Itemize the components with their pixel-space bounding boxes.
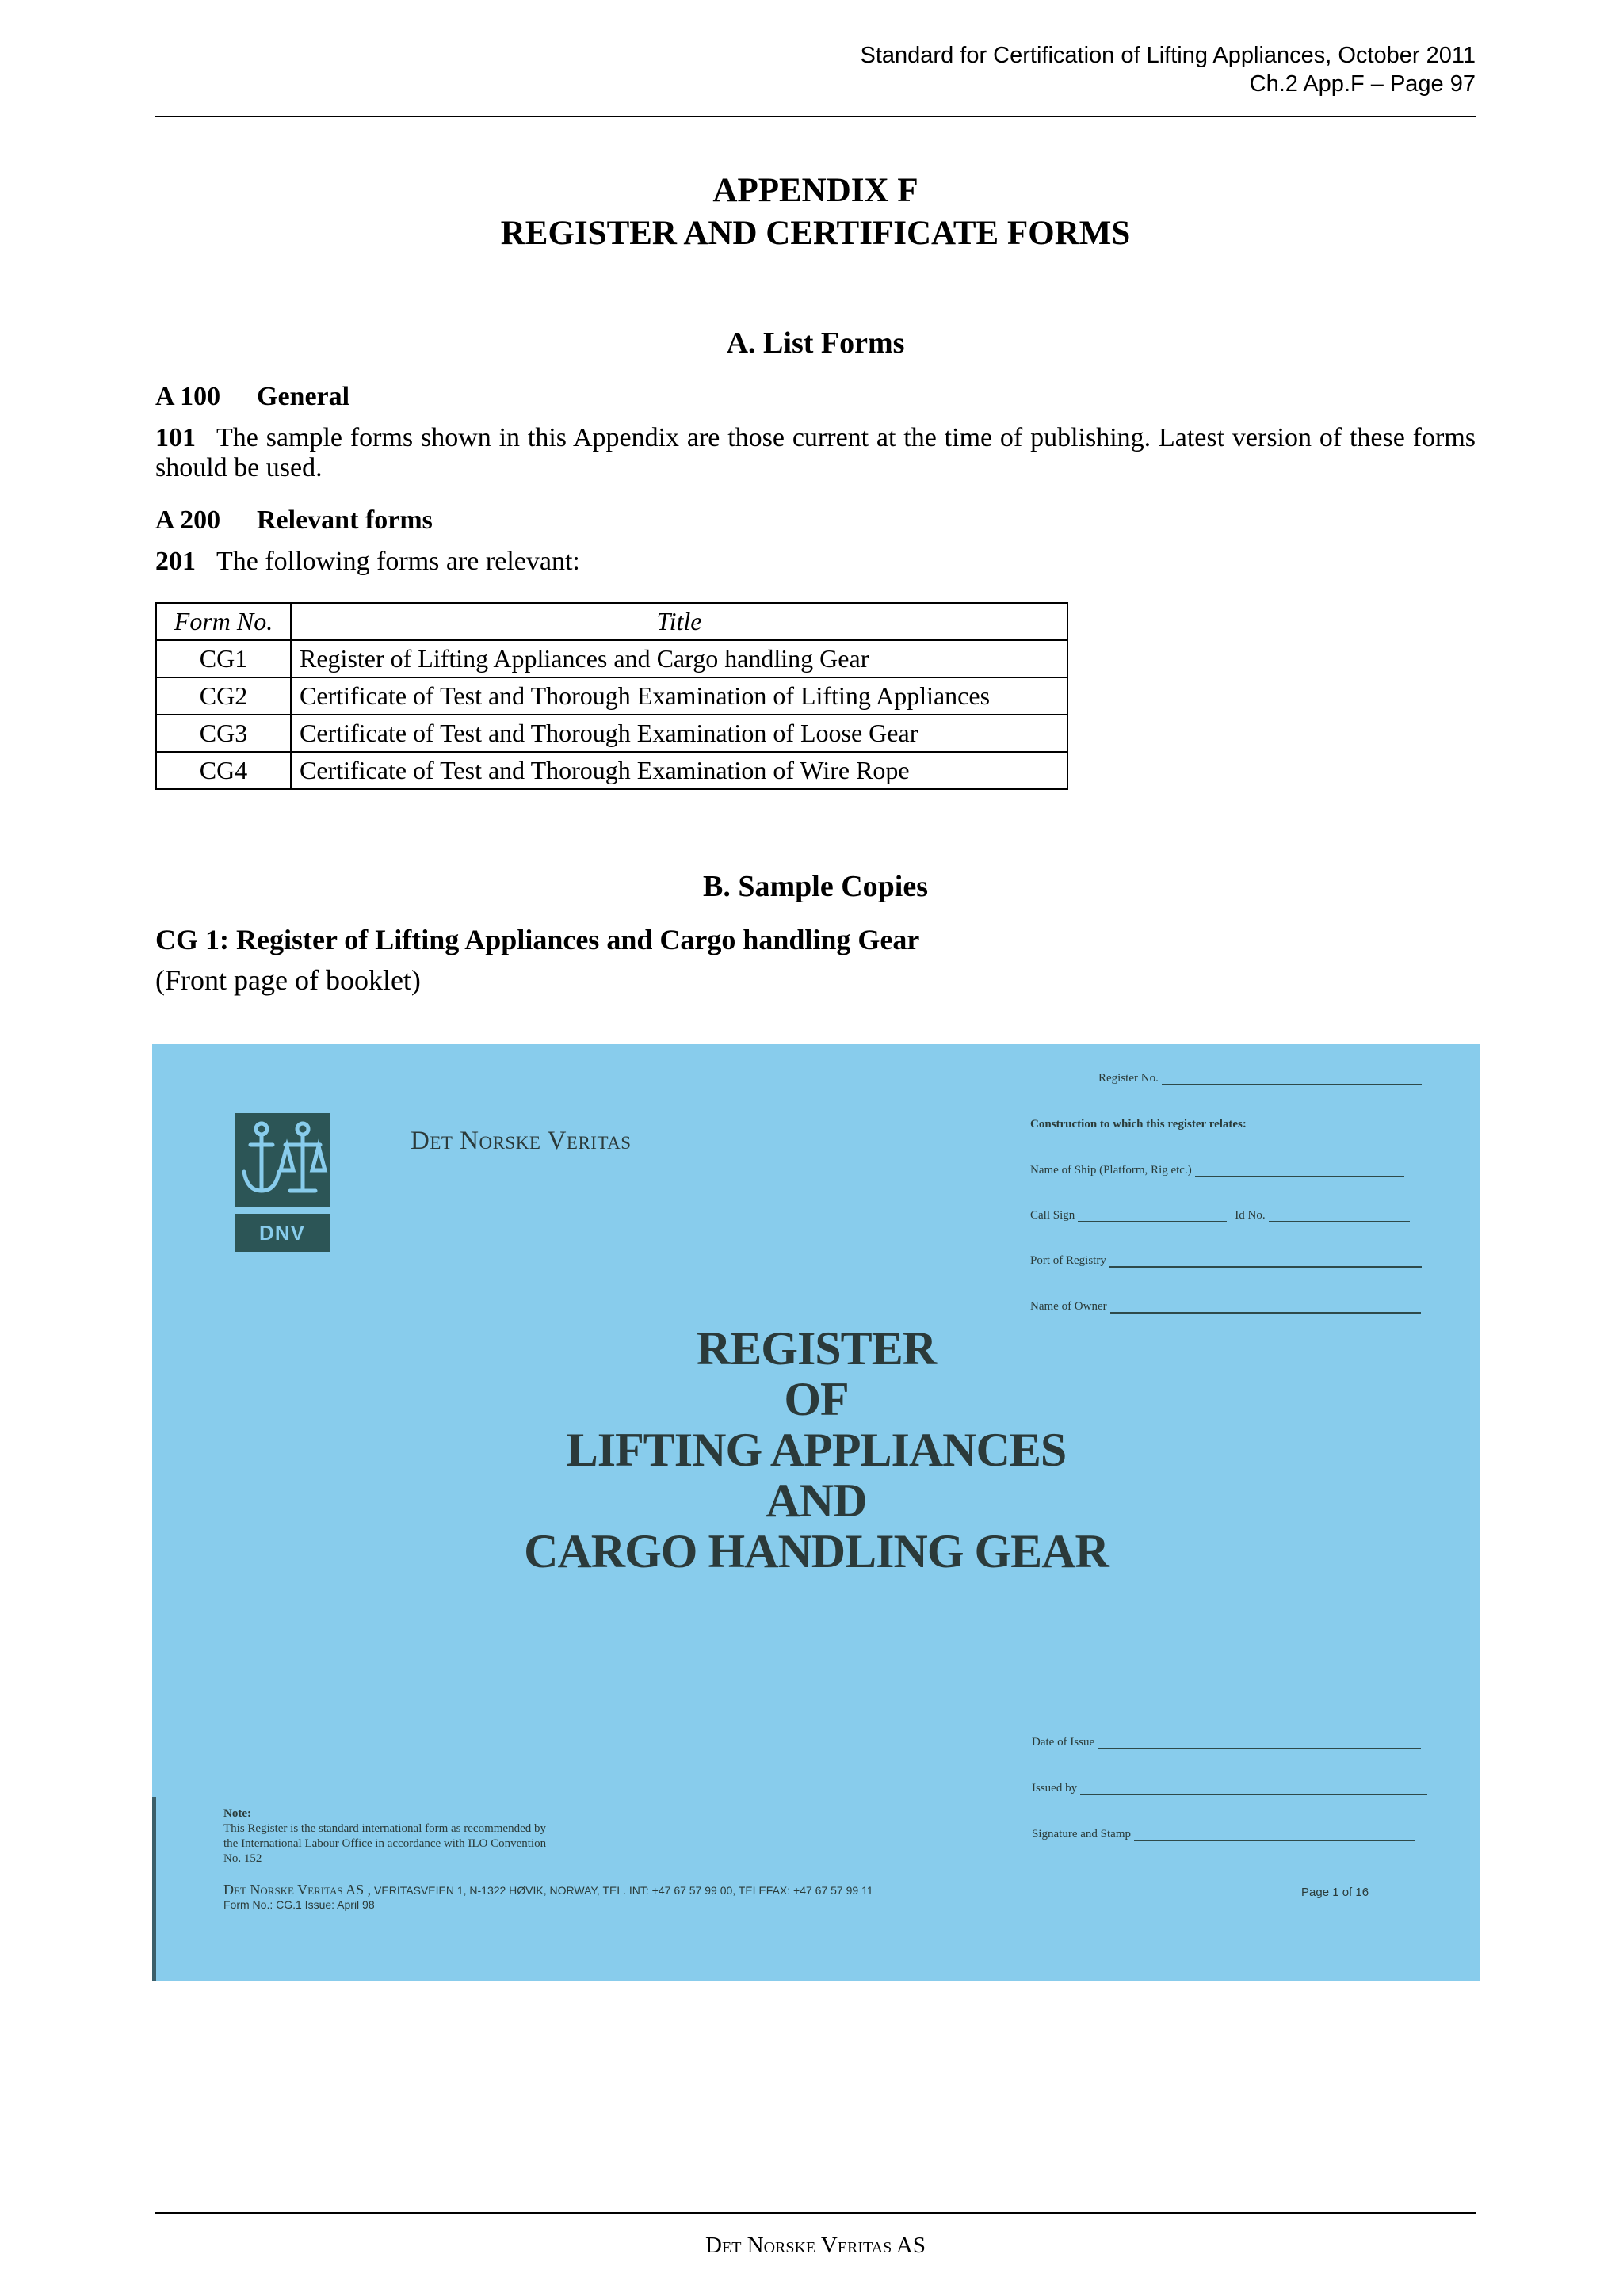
forms-table	[155, 602, 1068, 790]
section-a-heading: A. List Forms	[726, 326, 905, 360]
cover-title-line: LIFTING APPLIANCES	[566, 1424, 1067, 1476]
figure-caption: CG 1: Register of Lifting Appliances and Cargo handling Gear	[155, 924, 920, 955]
cover-form-number: Form No.: CG.1 Issue: April 98	[223, 1898, 375, 1911]
table-cell-title: Certificate of Test and Thorough Examination of Lifting Appliances	[291, 677, 1067, 715]
subsection-a200-label: Relevant forms	[257, 505, 433, 535]
call-sign-field	[1030, 1208, 1410, 1222]
cover-title-line: CARGO HANDLING GEAR	[524, 1525, 1109, 1577]
subsection-a200-number: A 200	[155, 505, 221, 535]
cover-address-block	[223, 1882, 873, 1912]
paragraph-201-number: 201	[155, 547, 196, 576]
cover-note-line: the International Labour Office in accordance with ILO Convention	[223, 1837, 547, 1850]
owner-field	[1030, 1299, 1421, 1314]
table-cell-form-no: CG3	[156, 715, 291, 752]
table-cell-form-no: CG4	[156, 752, 291, 789]
date-of-issue-field	[1032, 1735, 1421, 1749]
cover-edge-shadow	[152, 1797, 156, 1981]
date-of-issue-label: Date of Issue	[1032, 1736, 1095, 1749]
table-header-title: Title	[291, 603, 1067, 640]
table-cell-title: Certificate of Test and Thorough Examination of Wire Rope	[291, 752, 1067, 789]
table-cell-title: Register of Lifting Appliances and Cargo handling Gear	[291, 640, 1067, 677]
cover-title-line: AND	[766, 1474, 867, 1527]
cover-note	[223, 1806, 546, 1867]
signature-line	[1134, 1829, 1415, 1841]
subsection-a100-number: A 100	[155, 382, 221, 411]
date-of-issue-line	[1098, 1737, 1421, 1749]
subsection-a100	[155, 380, 349, 414]
id-no-line	[1269, 1210, 1410, 1222]
port-of-registry-line	[1109, 1255, 1422, 1268]
table-row	[156, 640, 1067, 677]
paragraph-101-number: 101	[155, 423, 196, 452]
subsection-a200	[155, 504, 433, 537]
register-no-label: Register No.	[1098, 1072, 1159, 1085]
table-cell-title: Certificate of Test and Thorough Examination of Loose Gear	[291, 715, 1067, 752]
running-header-page: Ch.2 App.F – Page 97	[1249, 71, 1476, 97]
cover-page-number: Page 1 of 16	[1301, 1886, 1369, 1899]
paragraph-101-text: The sample forms shown in this Appendix are those current at the time of publishing. Latest version of these forms should be used.	[155, 423, 1476, 482]
paragraph-101	[155, 423, 1476, 483]
call-sign-label: Call Sign	[1030, 1209, 1075, 1222]
dnv-logo-text: DNV	[235, 1214, 330, 1252]
running-header-title: Standard for Certification of Lifting Appliances, October 2011	[860, 43, 1476, 68]
appendix-title	[155, 170, 1476, 255]
cover-note-line: This Register is the standard international form as recommended by	[223, 1822, 546, 1835]
construction-label: Construction to which this register relates:	[1030, 1118, 1247, 1131]
paragraph-201	[155, 547, 1476, 577]
cover-title-line: REGISTER	[696, 1322, 937, 1375]
table-header-row	[156, 603, 1067, 640]
signature-label: Signature and Stamp	[1032, 1828, 1131, 1840]
figure-caption-note: (Front page of booklet)	[155, 964, 421, 996]
page-footer: Det Norske Veritas AS	[705, 2233, 926, 2258]
table-row	[156, 752, 1067, 789]
cover-note-title: Note:	[223, 1807, 251, 1820]
dnv-logo-icon	[235, 1113, 330, 1207]
cover-address: VERITASVEIEN 1, N-1322 HØVIK, NORWAY, TEL. INT: +47 67 57 99 00, TELEFAX: +47 67 57 99 11	[374, 1884, 873, 1897]
section-b-heading: B. Sample Copies	[703, 870, 928, 903]
owner-label: Name of Owner	[1030, 1300, 1107, 1313]
footer-rule	[155, 2212, 1476, 2214]
cover-company-name: Det Norske Veritas AS ,	[223, 1882, 372, 1897]
cover-brand-name: Det Norske Veritas	[411, 1127, 632, 1155]
header-rule	[155, 116, 1476, 117]
issued-by-field	[1032, 1781, 1427, 1795]
table-cell-form-no: CG1	[156, 640, 291, 677]
cover-title	[152, 1323, 1480, 1577]
appendix-title-line2: REGISTER AND CERTIFICATE FORMS	[500, 215, 1131, 252]
cover-title-line: OF	[784, 1373, 849, 1425]
signature-field	[1032, 1827, 1415, 1841]
paragraph-201-text: The following forms are relevant:	[216, 547, 580, 576]
ship-name-label: Name of Ship (Platform, Rig etc.)	[1030, 1164, 1192, 1177]
port-of-registry-field	[1030, 1253, 1422, 1268]
table-row	[156, 677, 1067, 715]
issued-by-label: Issued by	[1032, 1782, 1078, 1794]
table-row	[156, 715, 1067, 752]
booklet-cover-image	[152, 1044, 1480, 1981]
table-cell-form-no: CG2	[156, 677, 291, 715]
call-sign-line	[1078, 1210, 1227, 1222]
port-of-registry-label: Port of Registry	[1030, 1254, 1106, 1267]
ship-name-field	[1030, 1163, 1404, 1177]
appendix-title-line1: APPENDIX F	[712, 172, 918, 209]
table-header-form-no: Form No.	[156, 603, 291, 640]
issued-by-line	[1080, 1783, 1427, 1795]
register-no-field	[1098, 1071, 1422, 1085]
ship-name-line	[1195, 1165, 1404, 1177]
id-no-label: Id No.	[1235, 1209, 1266, 1222]
cover-note-line: No. 152	[223, 1852, 262, 1865]
register-no-line	[1162, 1073, 1422, 1085]
owner-line	[1110, 1301, 1421, 1314]
subsection-a100-label: General	[257, 382, 350, 411]
